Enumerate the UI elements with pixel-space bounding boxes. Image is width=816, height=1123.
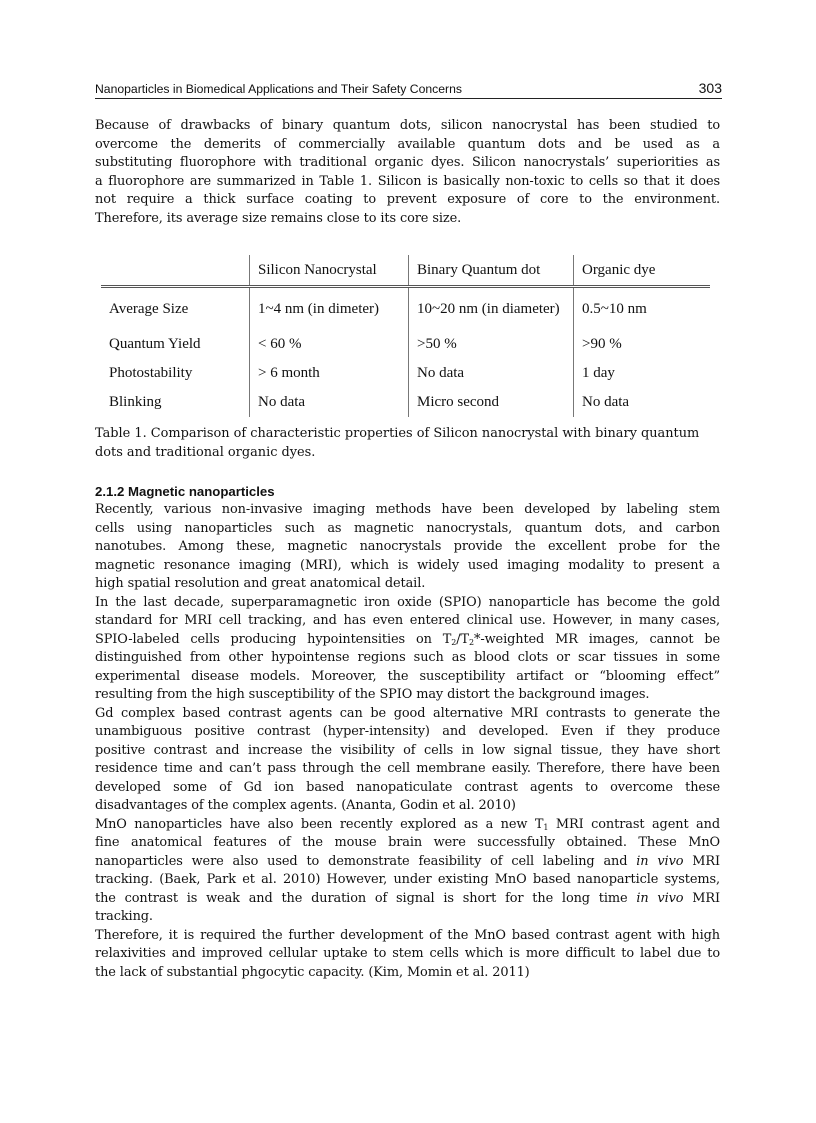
- text-line: Gd complex based contrast agents can be good alternative MRI contrasts to generate the: [95, 705, 720, 721]
- table-cell: Average Size: [109, 300, 189, 317]
- table-cell: No data: [250, 388, 409, 417]
- table-cell: Quantum Yield: [109, 336, 201, 352]
- comparison-table: [101, 255, 710, 417]
- text-line: the contrast is weak and the duration of signal is short for the long time in vivo MRI: [95, 890, 720, 906]
- table-cell: Micro second: [409, 388, 574, 417]
- text-line: overcome the demerits of commercially available quantum dots and be used as a: [95, 136, 720, 152]
- text-line: magnetic resonance imaging (MRI), which is widely used imaging modality to present a: [95, 557, 720, 573]
- intro-paragraph: [95, 117, 720, 228]
- text-line: Therefore, it is required the further development of the MnO based contrast agent with high: [95, 927, 720, 943]
- table-header-row: [101, 255, 710, 287]
- text-line: not require a thick surface coating to prevent exposure of core to the environment.: [95, 192, 720, 207]
- text-line: resulting from the high susceptibility of the SPIO may distort the background images.: [95, 687, 650, 702]
- caption-line: dots and traditional organic dyes.: [95, 444, 316, 460]
- text-line: Recently, various non-invasive imaging methods have been developed by labeling stem: [95, 502, 720, 517]
- text-line: substituting fluorophore with traditional organic dyes. Silicon nanocrystals’ superiorities as: [95, 155, 720, 170]
- text-line: nanoparticles were also used to demonstrate feasibility of cell labeling and in vivo MRI: [95, 853, 720, 869]
- text-line: a fluorophore are summarized in Table 1. Silicon is basically non-toxic to cells so that it does: [95, 173, 720, 189]
- paragraph-recently: [95, 501, 720, 982]
- text-line: Because of drawbacks of binary quantum dots, silicon nanocrystal has been studied to: [95, 118, 720, 133]
- table-row: [101, 388, 710, 417]
- table-cell: 1~4 nm (in dimeter): [250, 287, 409, 331]
- table-cell: No data: [409, 359, 574, 388]
- table-row: [101, 287, 710, 331]
- table-cell: 10~20 nm (in diameter): [409, 287, 574, 331]
- text-line: developed some of Gd ion based nanopaticulate contrast agents to overcome these: [95, 779, 720, 795]
- table-header-cell: Binary Quantum dot: [409, 255, 574, 287]
- text-line: standard for MRI cell tracking, and has even entered clinical use. However, in many cases,: [95, 613, 720, 628]
- text-line: distinguished from other hypointense regions such as blood clots or scar tissues in some: [95, 650, 720, 665]
- section-heading: 2.1.2 Magnetic nanoparticles: [95, 484, 275, 499]
- table-cell: No data: [574, 388, 711, 417]
- text-line: unambiguous positive contrast (hyper-intensity) and developed. Even if they produce: [95, 724, 720, 739]
- table-row: [101, 330, 710, 359]
- text-line: nanotubes. Among these, magnetic nanocrystals provide the excellent probe for the: [95, 539, 720, 554]
- table-cell: 0.5~10 nm: [574, 287, 711, 331]
- running-header: [95, 79, 722, 99]
- table-caption: [95, 425, 720, 462]
- table-cell: 1 day: [574, 359, 711, 388]
- table-cell: Photostability: [109, 365, 193, 381]
- table-cell: < 60 %: [250, 330, 409, 359]
- table-header-cell: Silicon Nanocrystal: [250, 255, 409, 287]
- table-row: [101, 359, 710, 388]
- table-cell: >90 %: [574, 330, 711, 359]
- text-line: In the last decade, superparamagnetic iron oxide (SPIO) nanoparticle has become the gold: [95, 594, 720, 610]
- text-line: SPIO-labeled cells producing hypointensities on $T_2/T_2*$-weighted MR images, cannot be: [95, 631, 720, 647]
- table-cell: >50 %: [409, 330, 574, 359]
- text-line: Therefore, its average size remains close to its core size.: [95, 210, 462, 226]
- running-header-title: Nanoparticles in Biomedical Applications and Their Safety Concerns: [95, 82, 462, 96]
- table-cell: > 6 month: [250, 359, 409, 388]
- page-number: 303: [698, 80, 722, 96]
- text-line: residence time and can’t pass through the cell membrane easily. Therefore, there have been: [95, 761, 720, 776]
- text-line: high spatial resolution and great anatomical detail.: [95, 576, 426, 591]
- text-line: tracking. (Baek, Park et al. 2010) However, under existing MnO based nanoparticle systems,: [95, 872, 720, 887]
- text-line: disadvantages of the complex agents. (Ananta, Godin et al. 2010): [95, 798, 516, 813]
- text-line: experimental disease models. Moreover, the susceptibility artifact or “blooming effect”: [95, 668, 720, 684]
- table-header-cell: Organic dye: [574, 255, 711, 287]
- text-line: the lack of substantial phgocytic capacity. (Kim, Momin et al. 2011): [95, 964, 530, 980]
- table-cell: Blinking: [109, 394, 162, 410]
- text-line: MnO nanoparticles have also been recently explored as a new $T_1$ MRI contrast agent and: [95, 816, 720, 832]
- text-line: fine anatomical features of the mouse brain were successfully obtained. These MnO: [95, 835, 720, 850]
- text-line: positive contrast and increase the visibility of cells in low signal tissue, they have short: [95, 742, 720, 758]
- caption-line: Table 1. Comparison of characteristic properties of Silicon nanocrystal with binary quantum: [95, 426, 700, 441]
- text-line: tracking.: [95, 909, 153, 924]
- table-header-cell: [101, 255, 250, 287]
- text-line: cells using nanoparticles such as magnetic nanocrystals, quantum dots, and carbon: [95, 520, 720, 536]
- text-line: relaxivities and improved cellular uptake to stem cells which is more difficult to label due to: [95, 946, 720, 961]
